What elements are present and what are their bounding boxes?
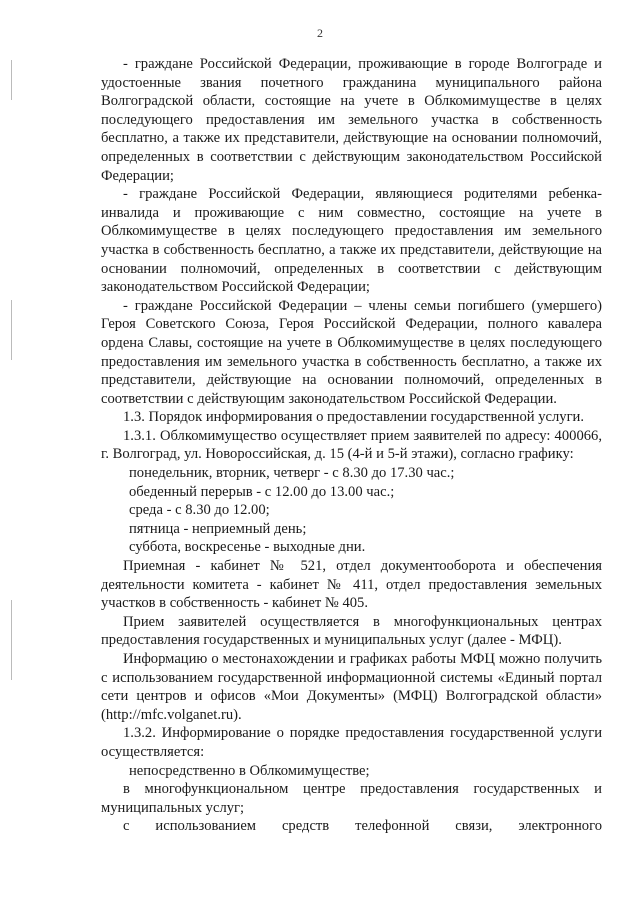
paragraph-citizens-parents: - граждане Российской Федерации, являющиеся родителями ребенка-инвалида и проживающие с ним совместно, состоящие на учете в Облкомимуществе в целях последующего предоставления им земельного участка в собственность бесплатно, а также их представители, действующие на основании полномочий, определенных в соответствии с действующим законодательством Российской Федерации;	[101, 186, 602, 296]
paragraph-citizens-honorary: - граждане Российской Федерации, проживающие в городе Волгограде и удостоенные звания почетного гражданина муниципального района Волгоградской области, состоящие на учете в Облкомимуществе в целях последующего предоставления им земельного участка в собственность бесплатно, а также их представители, действующие на основании полномочий, определенных в соответствии с действующим законодательством Российской Федерации;	[101, 56, 602, 184]
document-body	[101, 55, 602, 836]
section-heading-1-3: 1.3. Порядок информирования о предоставлении государственной услуги.	[123, 409, 585, 426]
page-number: 2	[317, 26, 323, 40]
paragraph-1-3-1: 1.3.1. Облкомимущество осуществляет прием заявителей по адресу: 400066, г. Волгоград, ул. Новороссийская, д. 15 (4-й и 5-й этажи), согласно графику:	[101, 427, 602, 463]
schedule-line: среда - с 8.30 до 12.00;	[129, 502, 270, 519]
paragraph-offices: Приемная - кабинет № 521, отдел документооборота и обеспечения деятельности комитета - кабинет № 411, отдел предоставления земельных участков в собственность - кабинет № 405.	[101, 558, 602, 612]
section-heading-1-3-2: 1.3.2. Информирование о порядке предоставления государственной услуги осуществляется:	[101, 725, 602, 760]
schedule-line: пятница - неприемный день;	[129, 520, 307, 537]
scan-margin-mark	[11, 300, 12, 360]
paragraph-mfc-reception: Прием заявителей осуществляется в многофункциональных центрах предоставления государственных и муниципальных услуг (далее - МФЦ).	[101, 613, 602, 649]
list-item: непосредственно в Облкомимуществе;	[129, 762, 370, 779]
scan-margin-mark	[11, 600, 12, 680]
list-item: в многофункциональном центре предоставления государственных и муниципальных услуг;	[101, 781, 602, 816]
paragraph-citizens-heroes: - граждане Российской Федерации – члены семьи погибшего (умершего) Героя Советского Союза, Героя Российской Федерации, полного кавалера ордена Славы, состоящие на учете в Облкомимуществе в целях последующего предоставления им земельного участка в собственность бесплатно, а также их представители, действующие на основании полномочий, определенных в соответствии с действующим законодательством Российской Федерации.	[101, 297, 602, 407]
schedule-line: суббота, воскресенье - выходные дни.	[129, 539, 366, 556]
paragraph-mfc-info: Информацию о местонахождении и графиках работы МФЦ можно получить с использованием государственной информационной системы «Единый портал сети центров и офисов «Мои Документы» (МФЦ) Волгоградской области» (http://mfc.volganet.ru).	[101, 651, 602, 723]
scan-margin-mark	[11, 60, 12, 100]
schedule-line: обеденный перерыв - с 12.00 до 13.00 час.;	[129, 483, 395, 500]
list-item: с использованием средств телефонной связи, электронного	[123, 818, 602, 835]
schedule-line: понедельник, вторник, четверг - с 8.30 до 17.30 час.;	[129, 465, 455, 482]
